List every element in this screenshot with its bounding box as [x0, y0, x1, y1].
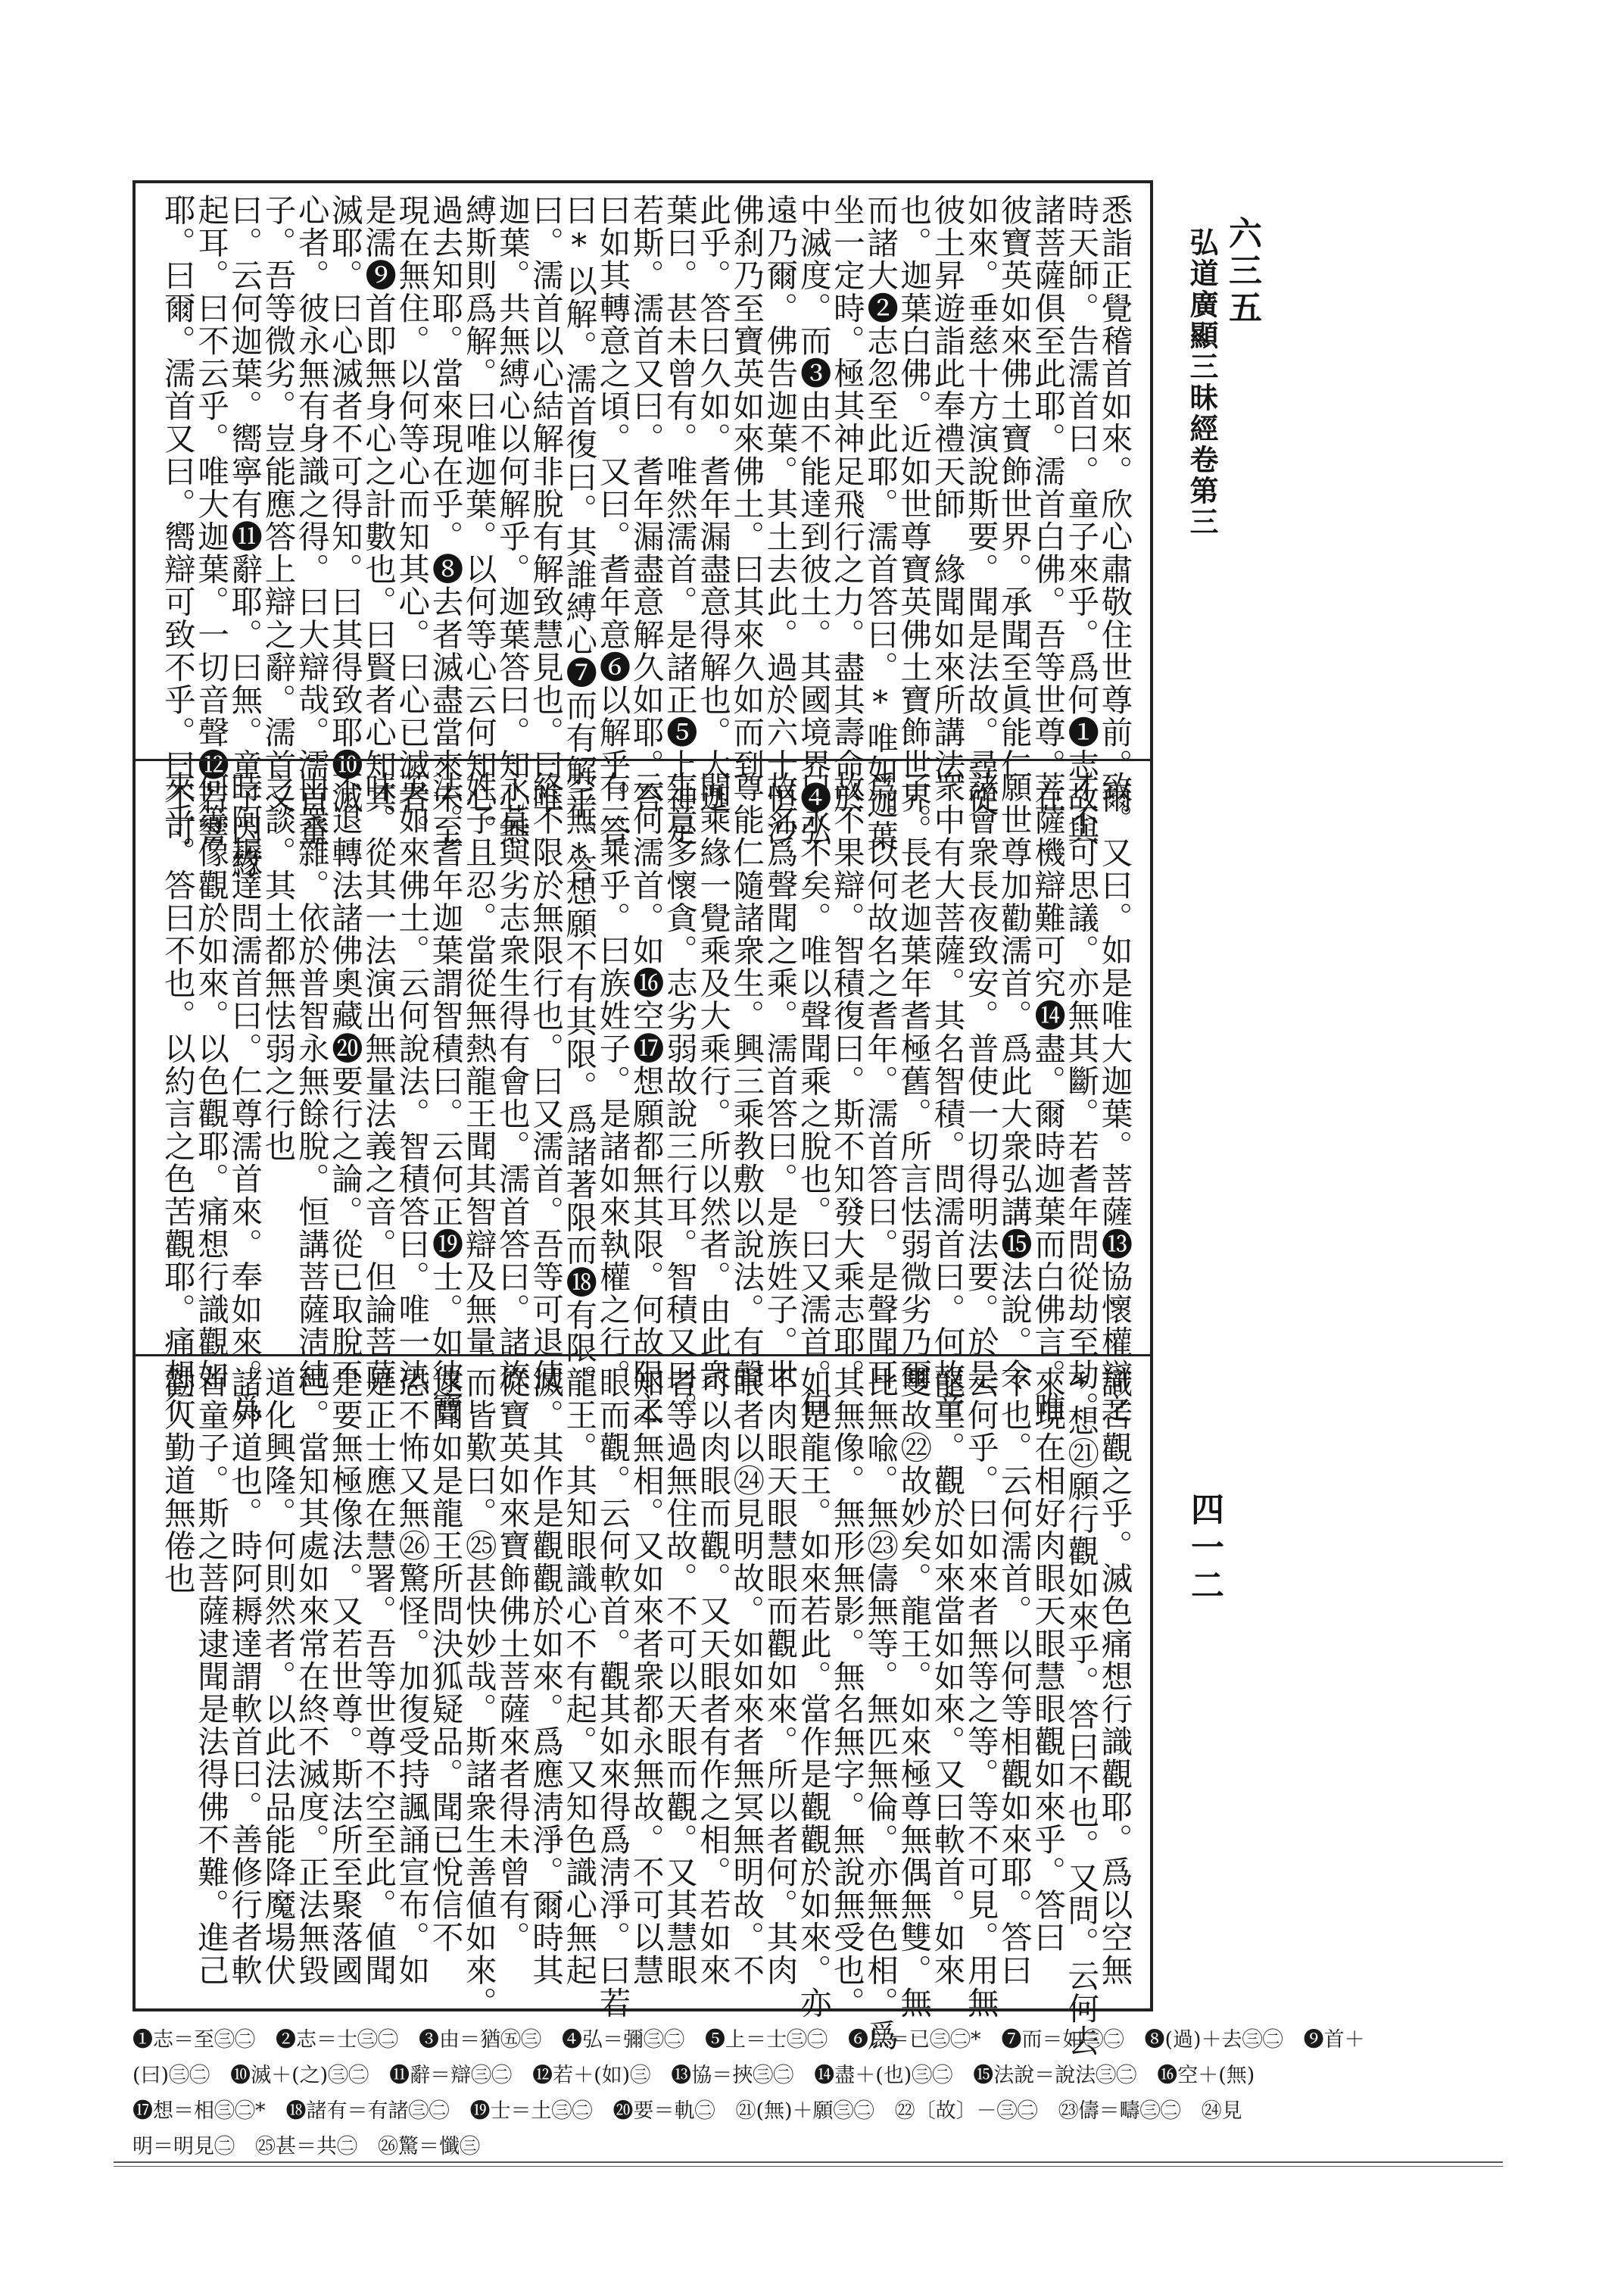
text-column: 比無喩。無㉓儔無等。無匹無倫。亦無色相。爲 [862, 1366, 899, 2052]
text-column: 過去知耶。當來現在乎。❽去者滅盡當來未至 [426, 194, 464, 847]
text-column: 悉詣正覺稽首如來。欣心肅敬住世尊前。爾 [1096, 194, 1133, 814]
footnote-line: ❶志＝至㊂㊁ ❷志＝士㊂㊁ ❸由＝猶㊄㊂ ❹弘＝彌㊂㊁ ❺上＝士㊂㊁ ❻以＝已㊂㊁* ❼而＝如㊂㊁ ❽(過)＋去㊂㊁ ❾首＋ [132, 2028, 1365, 2052]
text-column: 葉曰。甚未曾有。唯然濡首。是諸正❺上神足 [660, 194, 698, 847]
text-column: 是正士應在慧署。吾等世尊不空至此。値聞 [360, 1366, 397, 1986]
text-column: 致。又曰。如是唯大迦葉。菩薩⓭協懷權辯之 [1096, 771, 1133, 1424]
text-band-upper [136, 194, 1150, 885]
text-column: 識苦觀之乎。滅色痛想行識觀耶。爲以空無 [1096, 1366, 1133, 1986]
text-column: 衆中有大菩薩。其名智積。問濡首曰。何故童 [928, 771, 966, 1424]
text-column: 此乎。答曰久如。耆年漏盡意得解也。大迦 [694, 194, 732, 814]
text-column: 時天師。告濡首曰。童子來乎。爲何❶志故與 [1062, 194, 1100, 847]
text-column: 來乎。答曰不也。以約言之色苦觀耶。痛想行 [158, 771, 196, 1424]
text-column: 諸外道也。時阿耨達謂軟首曰。善修行者軟 [226, 1366, 263, 1986]
footnote-line: 明＝明見㊁ ㉕甚＝共㊁ ㉖驚＝懺㊂ [132, 2135, 480, 2158]
footnote-line: (曰)㊂㊁ ❿滅＋(之)㊂㊁ ⓫辭＝辯㊂㊁ ⓬若＋(如)㊂ ⓭協＝挾㊂㊁ ⓮盡＋(也)㊂㊁ ⓯法說＝說法㊂㊁ ⓰空＋(無) [132, 2064, 1255, 2087]
text-column: 其無像。無形無影。無名無字。無說無受也。 [828, 1366, 865, 2019]
text-column: 曰。濡首以心結解非脫有解致慧見也。曰唯 [527, 194, 565, 814]
text-column: 時阿耨達問濡首曰。仁尊濡首來。奉如來。爲 [226, 771, 263, 1424]
text-column: *想㉑願行觀如來乎。答曰不也。又問。云何去 [1062, 1366, 1100, 2058]
text-column: 法。耆年迦葉謂智積曰。云何正⓳士。如彼寶 [426, 771, 464, 1424]
text-column: 從寶英如來寶飾佛土菩薩來者得未曾有。 [493, 1366, 531, 1954]
text-column: 終不限於無限行也。曰又濡首。吾等可退使 [527, 771, 565, 1391]
text-column: 而皆歎曰。㉕甚快妙哉。斯諸衆生善値如來。 [460, 1366, 497, 2019]
text-column: 有三乘乎。曰族姓子。是諸如來執權之行。 [594, 771, 631, 1391]
text-column: 彼土昇遊詣此奉禮天師 緣聞如來所講法 [928, 194, 966, 782]
text-column: 若斯。濡首又曰。耆年漏盡意解久如耶。答 [627, 194, 665, 814]
page-number: 六三五 [1223, 216, 1261, 327]
page-number-secondary: 四一二 [1185, 1492, 1223, 1606]
text-column: 滅。其作是觀觀於如來。爲應淸淨。爾時其 [527, 1366, 565, 1986]
text-column: 菩薩機辯難可究⓮盡。爾時迦葉而白佛言。唯 [1029, 771, 1067, 1424]
text-column: 道化興隆。何則然者。以此法品能降魔場伏 [259, 1366, 297, 1986]
text-column: 姓子且忍。當從無熱龍王聞其智辯及無量 [460, 771, 497, 1359]
text-column: 諸菩薩俱至此耶。濡首白佛。吾等世尊。在 [1029, 194, 1067, 814]
running-title: 弘道廣顯三昧經卷第三 [1185, 227, 1219, 538]
text-column: 子。吾等微劣。豈能應答上辯之辭。濡首又 [259, 194, 297, 814]
text-column: 願世尊加勸濡首。爲此大衆弘講⓯法說。令 [995, 771, 1033, 1391]
text-column: 滅耶。曰心滅者不可得知。曰其得致耶❿滅 [326, 194, 363, 814]
text-column: 雙故㉒故妙矣。龍王。如來極尊無偶無雙。無 [895, 1366, 933, 2019]
text-column: 起耳。曰不云乎。唯大迦葉。一切音聲⓬若響 [192, 194, 230, 847]
text-column: 尊能仁隨諸衆生。興三乘教敷以說法。有聲 [728, 771, 765, 1391]
text-column: 聞乘緣一覺乘及大乘行。所以然者。由此衆 [694, 771, 732, 1391]
text-column: 不退轉法諸佛奧藏⓴要行之論。從已取脫不 [326, 771, 363, 1391]
text-column: 縛斯則爲解。曰唯迦葉。以何等心云何知心。 [460, 194, 497, 847]
text-column: 空無*想願不有其限。爲諸著限而⓲有限。 [560, 771, 598, 1397]
text-column: 首童子。斯之菩薩逮聞是法得佛不難。進己 [192, 1366, 230, 1986]
text-column: 不也。云何濡首。以何等相觀如來耶。答曰 [995, 1366, 1033, 1986]
text-column: 中滅度。而❸由不能達到彼土。其國境界❹弘 [794, 194, 832, 847]
text-column: 邑。當知其處如來常在終不滅度。正法無毀 [292, 1366, 330, 1986]
text-band-middle [136, 771, 1150, 1424]
text-column: 眼而觀。云何軟首。觀其如來得爲淸淨。曰若 [594, 1366, 631, 2019]
text-column: 曰永不矣。唯以聲聞乘之脫也。曰又濡首。何 [794, 771, 832, 1424]
text-column: 來現在相好肉眼天眼慧眼觀如來乎。答曰 [1029, 1366, 1067, 1954]
text-column: 恐不怖又無㉖驚怪。加復受持諷誦宣布。如 [393, 1366, 431, 1986]
text-column: 知本無相。又如來者衆都永無故。不可以慧 [627, 1366, 665, 1986]
text-column: 心者。彼永無有身識之得。曰大辯哉。濡首童 [292, 194, 330, 847]
text-column: 是要無極像法。又若世尊。斯法所至聚落國 [326, 1366, 363, 1986]
text-column: 彼寶英如來佛土寶飾世界。承聞至眞能仁 [995, 194, 1033, 782]
text-column: 而諸大❷志忽至此耶。濡首答曰。*唯如迦葉 [862, 194, 899, 853]
bottom-rule [114, 2166, 1503, 2167]
text-column: 龍王。其知眼識心不有起。又知色識心無起 [560, 1366, 598, 1986]
text-column: 諸會衆長夜致安。普使一切得明法要。於是 [962, 771, 999, 1391]
text-column: 曰*以解。濡首復曰。其誰縛心❼而有解乎。答 [560, 194, 598, 885]
text-column: 龍王。觀於如來當如如來。又曰軟首。如來 [928, 1366, 966, 1986]
text-column: 故不果辯。智積復曰。斯不知發大乘志耶。 [828, 771, 865, 1391]
text-column: 曰如其轉意之頃。又曰。耆年意❻以解乎。答 [594, 194, 631, 847]
text-column: 者等過無住故。不可以天眼而觀。又其慧眼 [660, 1366, 698, 1986]
text-column: 爲。以何故名之耆年。濡首答曰。是聲聞耳 [862, 771, 899, 1391]
footnote-line: ⓱想＝相㊂㊁* ⓲諸有＝有諸㊂㊁ ⓳士＝土㊂㊁ ⓴要＝軌㊁ ㉑(無)＋願㊂㊁ ㉒〔故〕－㊂㊁ ㉓儔＝疇㊂㊁ ㉔見 [132, 2099, 1242, 2123]
text-column: 云何乎。曰如來者無等之等。等不可見。用無 [962, 1366, 999, 2019]
text-column: 如來。垂慈十方演說斯要。聞是法故。尋從 [962, 194, 999, 814]
text-column: 現在無住。以何等心而知其心。曰心已滅者。 [393, 194, 431, 847]
text-column: 子。長老迦葉年耆極舊。所言怯弱微劣乃爾 [895, 771, 933, 1391]
text-column: 耶。曰爾。濡首又曰。嚮辯可致不乎。曰不可 [158, 194, 196, 847]
text-column: 永莫與劣志衆生得有會也。濡首答曰。諸族 [493, 771, 531, 1391]
text-column: 佛刹乃至寶英如來佛土。曰其來久如而到 [728, 194, 765, 782]
text-column: 英如來佛土。云何說法。智積答曰。唯一法 [393, 771, 431, 1391]
bottom-rule [114, 2161, 1503, 2163]
text-column: 由衆雜。依於普智永無餘脫。恒講菩薩淸純 [292, 771, 330, 1391]
text-column: 故名爲聲聞之乘。濡首答曰。是族姓子。世 [761, 771, 799, 1391]
text-column: 之談。其土都無怯弱之行也 [259, 771, 297, 1163]
text-column: 如是龍王。如來若此。當作是觀觀於如來。亦 [794, 1366, 832, 2019]
text-column: 坐一定時。極其神足飛行之力。盡其壽命於 [828, 194, 865, 814]
footnotes [132, 2022, 1435, 2164]
text-column: 眼者以㉔見明故。如如來者無冥無明故。不 [728, 1366, 765, 1986]
text-column: 生意多懷貪。志劣弱故說三行耳。智積又曰。 [660, 771, 698, 1424]
text-column: 遠乃爾。佛告迦葉。其土去此。過於六十恒沙 [761, 194, 799, 847]
band-divider [136, 1354, 1150, 1356]
text-column: 逮聞如是龍王所問決狐疑品。聞已悅信不 [426, 1366, 464, 1954]
text-column: 迦葉。共無縛心以何解乎。迦葉答曰。知心無 [493, 194, 531, 847]
text-column: 才不可思議。亦無其斷。若耆年問從劫至劫。 [1062, 771, 1100, 1424]
text-column: 可以肉眼而觀。又天眼者有作之相。若如來 [694, 1366, 732, 1986]
text-column: 也。迦葉白佛。近如世尊寶英佛土寶飾世界。 [895, 194, 933, 847]
text-column: 曰。云何迦葉。嚮寧有⓫辭耶。曰無。童子因緣 [226, 194, 263, 880]
text-column: 何等像觀於如來。以色觀耶。痛想行識觀如 [192, 771, 230, 1391]
text-column: 云何濡首。如⓰空⓱想願都無其限。何故限之 [627, 771, 665, 1424]
text-column: 味。從其一法演出無量法義之音。但論菩薩 [360, 771, 397, 1391]
text-column: 勸人勤道無倦也 [158, 1366, 196, 1595]
text-column: 不肉眼天眼慧眼而觀如來。所以者何。其肉 [761, 1366, 799, 1986]
text-column: 是濡❾首即無身心之計數也。曰賢者心知其 [360, 194, 397, 814]
band-divider [136, 759, 1150, 761]
